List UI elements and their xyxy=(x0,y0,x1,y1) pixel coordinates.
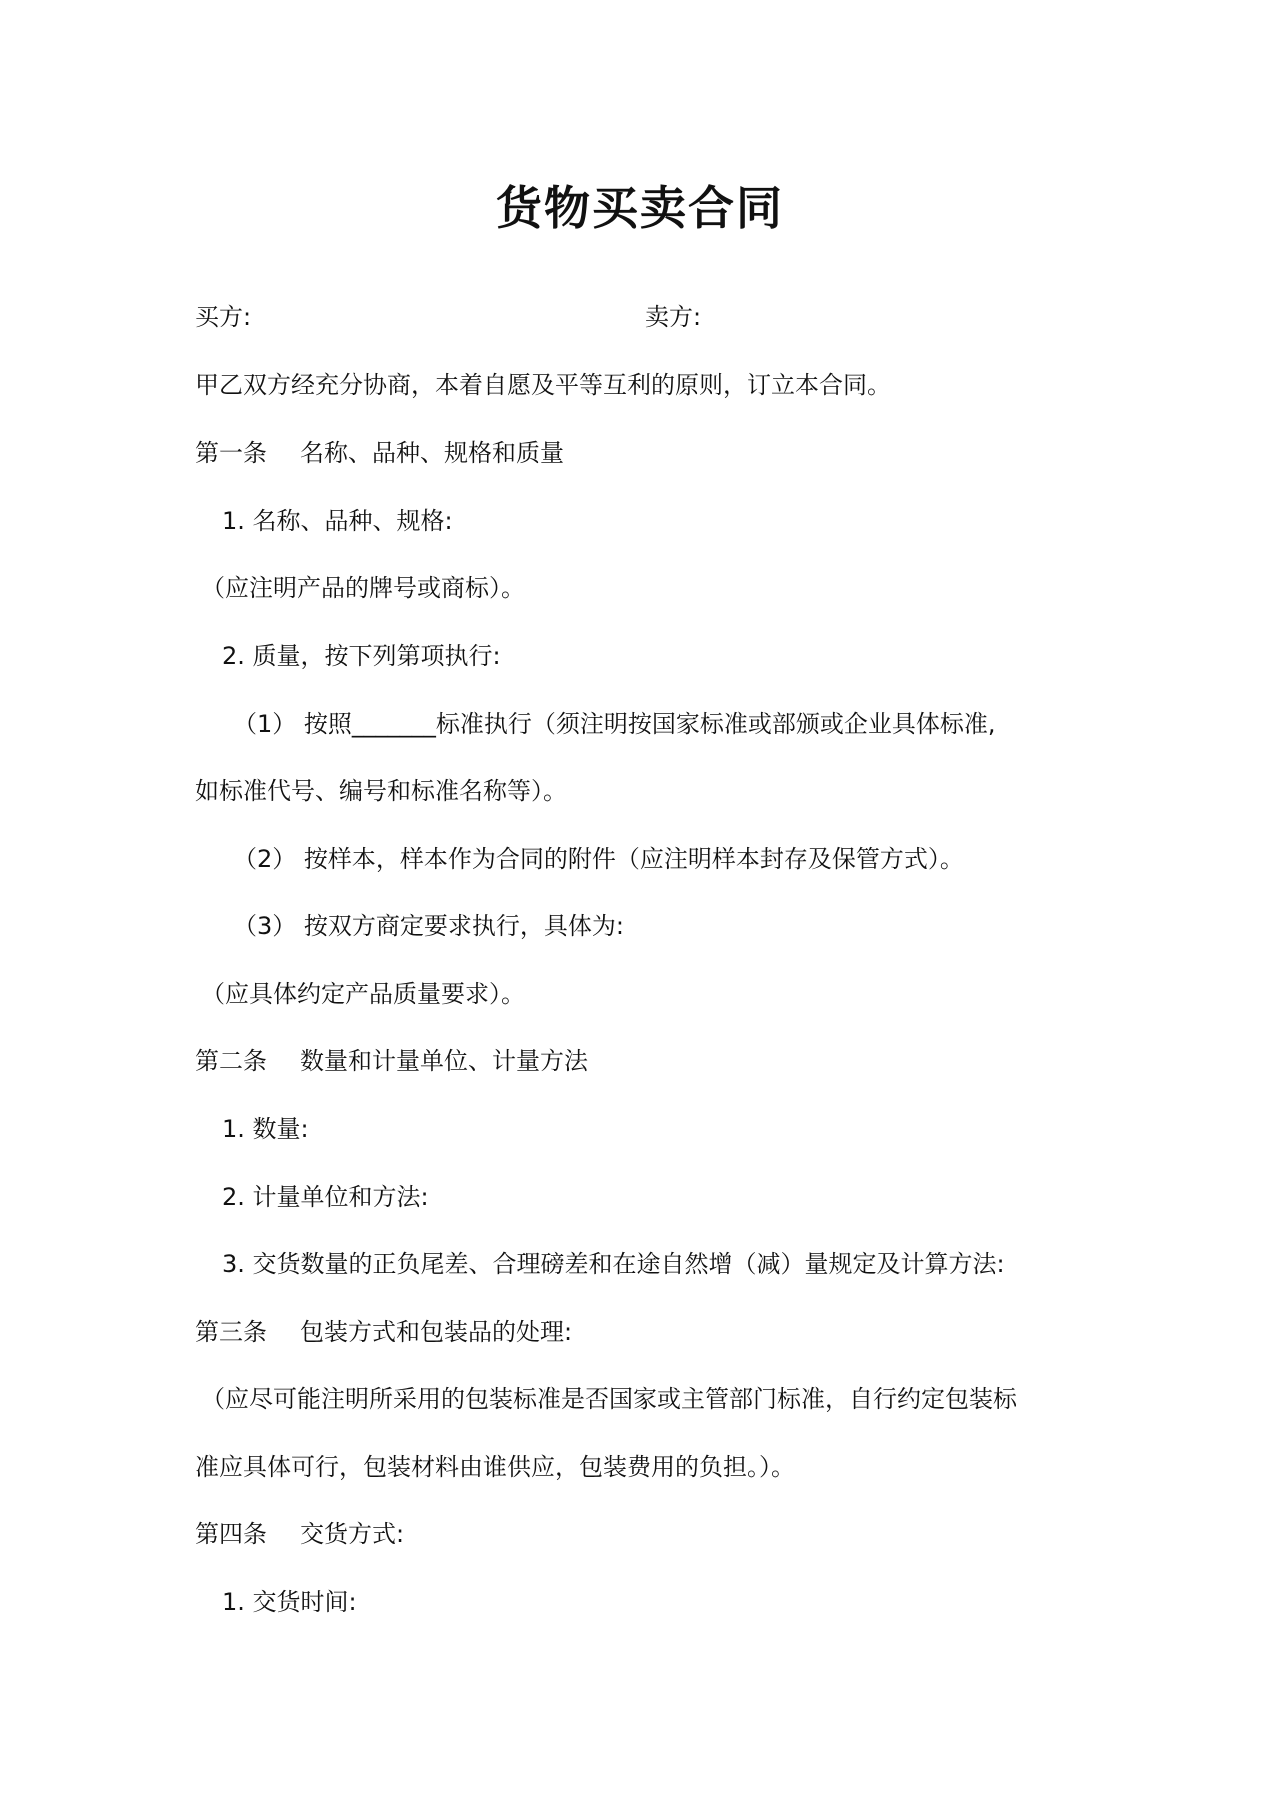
article-1-item-1: 1. 名称、品种、规格: xyxy=(222,507,453,535)
preamble: 甲乙双方经充分协商，本着自愿及平等互利的原则，订立本合同。 xyxy=(195,371,891,399)
article-1-note-1: （应注明产品的牌号或商标）。 xyxy=(201,574,525,602)
article-1-item-2: 2. 质量，按下列第项执行: xyxy=(222,642,501,670)
article-1-number: 第一条 xyxy=(195,439,267,467)
document-title: 货物买卖合同 xyxy=(496,181,784,235)
article-1-note-2: （应具体约定产品质量要求）。 xyxy=(201,980,525,1008)
article-4-title: 交货方式: xyxy=(300,1520,405,1548)
buyer-label: 买方: xyxy=(195,303,252,331)
parties-row xyxy=(195,300,1095,334)
article-3-heading xyxy=(195,1315,572,1349)
article-3-title: 包装方式和包装品的处理: xyxy=(300,1318,573,1346)
article-1-heading xyxy=(195,436,564,470)
article-2-number: 第二条 xyxy=(195,1047,267,1075)
article-4-number: 第四条 xyxy=(195,1520,267,1548)
article-1-title: 名称、品种、规格和质量 xyxy=(300,439,564,467)
article-2-item-1: 1. 数量: xyxy=(222,1115,309,1143)
article-3-note-line-1: （应尽可能注明所采用的包装标准是否国家或主管部门标准，自行约定包装标 xyxy=(201,1385,1017,1413)
article-2-item-3: 3. 交货数量的正负尾差、合理磅差和在途自然增（减）量规定及计算方法: xyxy=(222,1250,1005,1278)
article-4-item-1: 1. 交货时间: xyxy=(222,1588,357,1616)
article-2-heading xyxy=(195,1044,588,1078)
article-3-note-line-2: 准应具体可行，包装材料由谁供应，包装费用的负担。）。 xyxy=(195,1453,795,1481)
article-1-sub-1-line-2: 如标准代号、编号和标准名称等）。 xyxy=(195,777,567,805)
article-1-sub-1-line-1: （1） 按照_______标准执行（须注明按国家标准或部颁或企业具体标准, xyxy=(233,710,996,738)
article-1-sub-3: （3） 按双方商定要求执行，具体为: xyxy=(233,912,624,940)
article-2-item-2: 2. 计量单位和方法: xyxy=(222,1183,429,1211)
seller-label: 卖方: xyxy=(645,303,702,331)
article-2-title: 数量和计量单位、计量方法 xyxy=(300,1047,588,1075)
article-4-heading xyxy=(195,1517,404,1551)
article-3-number: 第三条 xyxy=(195,1318,267,1346)
article-1-sub-2: （2） 按样本，样本作为合同的附件（应注明样本封存及保管方式）。 xyxy=(233,845,964,873)
